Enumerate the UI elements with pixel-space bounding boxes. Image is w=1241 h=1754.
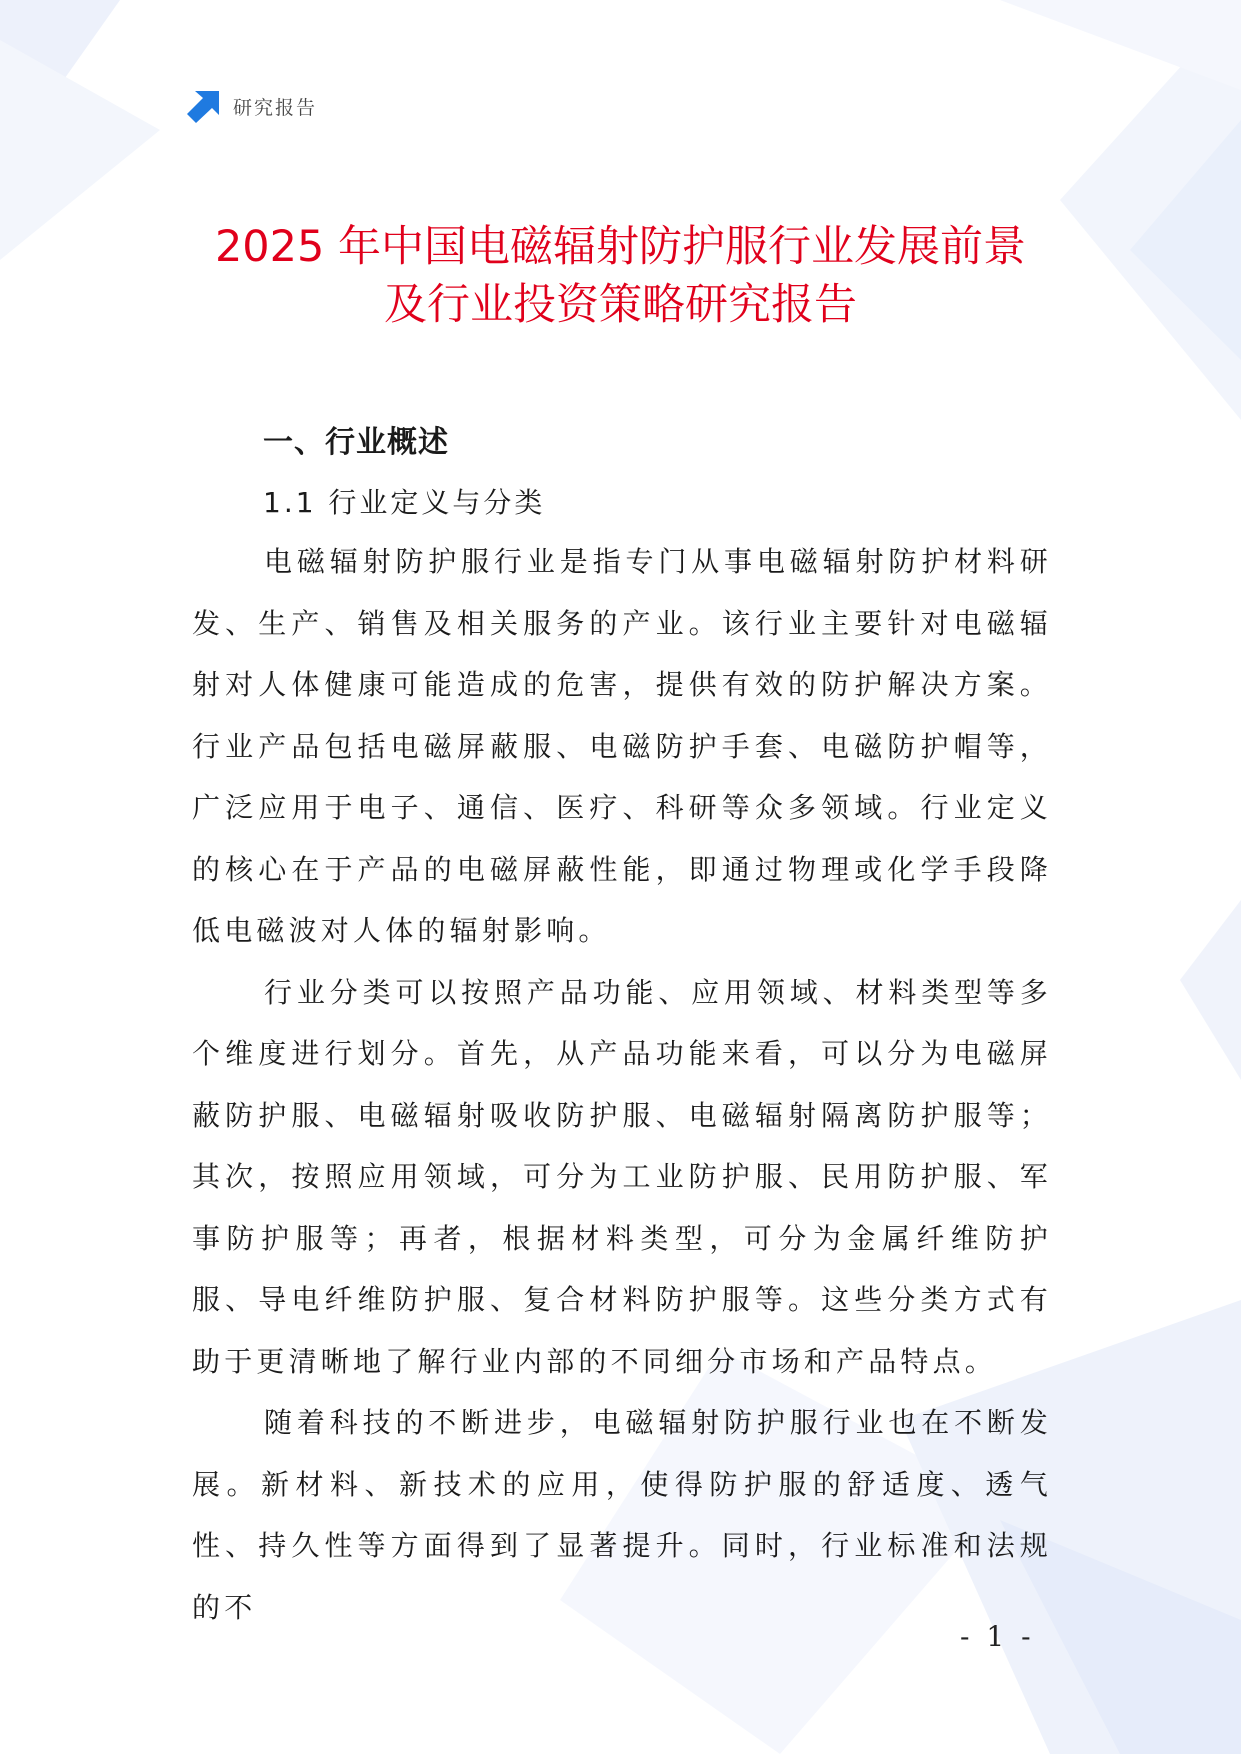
paragraph-1: 电磁辐射防护服行业是指专门从事电磁辐射防护材料研发、生产、销售及相关服务的产业。该行业主要针对电磁辐射对人体健康可能造成的危害，提供有效的防护解决方案。行业产品包括电磁屏蔽服、电磁防护手套、电磁防护帽等，广泛应用于电子、通信、医疗、科研等众多领域。行业定义的核心在于产品的电磁屏蔽性能，即通过物理或化学手段降低电磁波对人体的辐射影响。 bbox=[192, 545, 1052, 947]
report-title bbox=[120, 218, 1121, 334]
header-label: 研究报告 bbox=[233, 96, 318, 119]
header bbox=[187, 88, 317, 124]
arrow-up-right-icon bbox=[187, 89, 221, 123]
section-heading: 一、行业概述 bbox=[263, 425, 449, 460]
paragraph-3: 随着科技的不断进步，电磁辐射防护服行业也在不断发展。新材料、新技术的应用，使得防护服的舒适度、透气性、持久性等方面得到了显著提升。同时，行业标准和法规的不 bbox=[192, 1406, 1052, 1624]
page-number: - 1 - bbox=[960, 1620, 1035, 1653]
report-title-line-2: 及行业投资策略研究报告 bbox=[384, 280, 857, 330]
report-title-line-1: 2025 年中国电磁辐射防护服行业发展前景 bbox=[214, 222, 1027, 272]
subsection-heading: 1.1 行业定义与分类 bbox=[263, 486, 546, 519]
report-body bbox=[192, 415, 1052, 1638]
paragraph-2: 行业分类可以按照产品功能、应用领域、材料类型等多个维度进行划分。首先，从产品功能来看，可以分为电磁屏蔽防护服、电磁辐射吸收防护服、电磁辐射隔离防护服等；其次，按照应用领域，可分为工业防护服、民用防护服、军事防护服等；再者，根据材料类型，可分为金属纤维防护服、导电纤维防护服、复合材料防护服等。这些分类方式有助于更清晰地了解行业内部的不同细分市场和产品特点。 bbox=[192, 975, 1052, 1378]
